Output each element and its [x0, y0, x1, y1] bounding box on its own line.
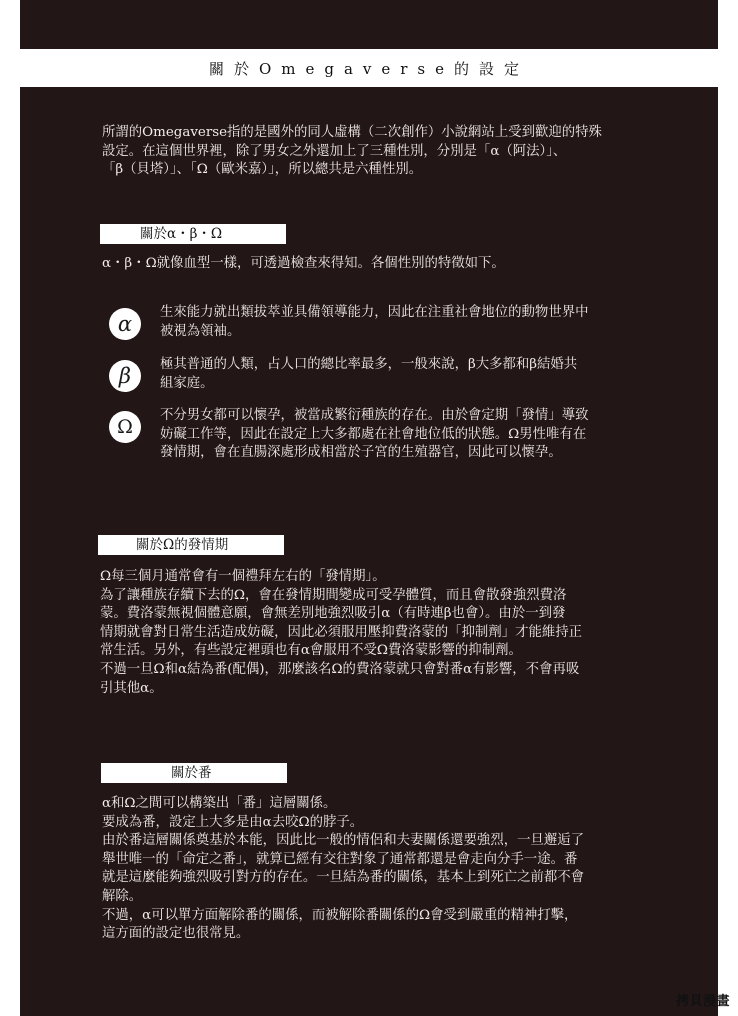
- beta-symbol: β: [118, 364, 132, 388]
- bond-line: α和Ω之間可以構築出「番」這層關係。: [102, 796, 337, 811]
- omega-line: 妨礙工作等，因此在設定上大多都處在社會地位低的狀態。Ω男性唯有在: [160, 426, 587, 442]
- heat-line: 引其他α。: [100, 680, 163, 696]
- bond-line: 舉世唯一的「命定之番」，就算已經有交往對象了通常都還是會走向分手一途。番: [102, 851, 578, 867]
- alpha-description: [160, 304, 705, 341]
- genders-description-line: α・β・Ω就像血型一樣，可透過檢查來得知。各個性別的特徵如下。: [102, 256, 505, 271]
- beta-icon: [109, 360, 141, 392]
- title-band: [20, 49, 718, 87]
- bond-line: 由於番這層關係奠基於本能，因此比一般的情侶和夫妻關係還要強烈，一旦邂逅了: [102, 833, 585, 849]
- omega-symbol: Ω: [117, 416, 133, 438]
- intro-line: 設定。在這個世界裡，除了男女之外還加上了三種性別，分別是「α（阿法）」、: [102, 143, 567, 159]
- section-label-heat: 關於Ω的發情期: [98, 535, 284, 555]
- bond-line: 就是這麼能夠強烈吸引對方的存在。一旦結為番的關係，基本上到死亡之前都不會: [102, 870, 585, 886]
- bond-line: 要成為番，設定上大多是由α去咬Ω的脖子。: [102, 814, 364, 830]
- heat-line: 蒙。費洛蒙無視個體意願，會無差別地強烈吸引α（有時連β也會）。由於一到發: [100, 606, 566, 622]
- heat-line: 不過一旦Ω和α結為番(配偶)，那麼該名Ω的費洛蒙就只會對番α有影響，不會再吸: [100, 661, 580, 677]
- omega-icon: [109, 411, 141, 443]
- bond-line: 解除。: [102, 888, 143, 904]
- beta-line: 組家庭。: [160, 375, 214, 391]
- heat-line: 常生活。另外，有些設定裡頭也有α會服用不受Ω費洛蒙影響的抑制劑。: [100, 643, 522, 659]
- page-title: 關於Omegaverse的設定: [208, 59, 530, 78]
- alpha-line: 被視為領袖。: [160, 323, 241, 339]
- alpha-icon: [109, 308, 141, 340]
- alpha-line: 生來能力就出類拔萃並具備領導能力，因此在注重社會地位的動物世界中: [160, 305, 589, 320]
- heat-line: Ω每三個月通常會有一個禮拜左右的「發情期」。: [100, 569, 386, 584]
- omega-description: [160, 407, 705, 463]
- beta-description: [160, 356, 705, 393]
- bond-line: 這方面的設定也很常見。: [102, 926, 250, 942]
- intro-line: 「β（貝塔）」、「Ω（歐米嘉）」，所以總共是六種性別。: [102, 162, 423, 178]
- document-page: [20, 0, 718, 1016]
- heat-paragraph: [100, 568, 705, 698]
- section-label-bond: 關於番: [101, 763, 287, 783]
- section-label-genders: 關於α・β・Ω: [100, 224, 286, 244]
- bond-line: 不過，α可以單方面解除番的關係，而被解除番關係的Ω會受到嚴重的精神打擊，: [102, 907, 578, 923]
- alpha-symbol: α: [117, 312, 133, 336]
- intro-line: 所謂的Omegaverse指的是國外的同人虛構（二次創作）小說網站上受到歡迎的特殊: [102, 125, 602, 140]
- intro-paragraph: [102, 124, 702, 180]
- heat-line: 情期就會對日常生活造成妨礙，因此必須服用壓抑費洛蒙的「抑制劑」才能維持正: [100, 624, 583, 640]
- omega-line: 不分男女都可以懷孕，被當成繁衍種族的存在。由於會定期「發情」導致: [160, 408, 589, 423]
- omega-line: 發情期，會在直腸深處形成相當於子宮的生殖器官，因此可以懷孕。: [160, 445, 562, 461]
- genders-description: [102, 255, 702, 274]
- watermark: 拷貝漫畫: [676, 994, 731, 1009]
- bond-paragraph: [102, 795, 707, 944]
- heat-line: 為了讓種族存續下去的Ω，會在發情期間變成可受孕體質，而且會散發強烈費洛: [100, 587, 567, 603]
- beta-line: 極其普通的人類，占人口的總比率最多，一般來說，β大多都和β結婚共: [160, 357, 578, 372]
